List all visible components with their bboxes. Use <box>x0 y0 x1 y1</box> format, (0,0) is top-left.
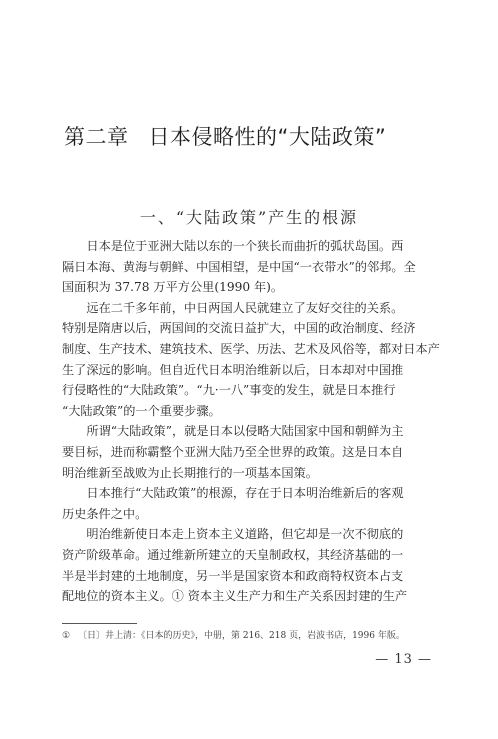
paragraph: 日本是位于亚洲大陆以东的一个狭长而曲折的弧状岛国。西 隔日本海、黄海与朝鲜、中国相望，是中国“一衣带水”的邻邦。全 国面积为 37.78 万平方公里(1990 年)。 <box>62 239 416 295</box>
paragraph: 明治维新使日本走上资本主义道路，但它却是一次不彻底的 资产阶级革命。通过维新所建立的天皇制政权，其经济基础的一 半是半封建的土地制度，另一半是国家资本和政商特权资本占支 配地位的资本主义。① 资本主义生产力和生产关系因封建的生产 <box>62 527 408 604</box>
footnote-divider <box>62 623 137 624</box>
paragraph: 远在二千多年前，中日两国人民就建立了友好交往的关系。 特别是隋唐以后，两国间的交流日益扩大，中国的政治制度、经济 制度、生产技术、建筑技术、医学、历法、艺术及风俗等，都对日本产 生了深远的影响。但自近代日本明治维新以后，日本却对中国推 行侵略性的“大陆政策”。“九·一八”事变的发生，就是日本推行 “大陆政策”的一个重要步骤。 <box>62 300 440 418</box>
chapter-number: 第二章 <box>64 125 129 149</box>
footnote-text: 〔日〕井上清：《日本的历史》，中册，第 216、218 页，岩波书店，1996 年版。 <box>78 631 405 641</box>
chapter-title: 日本侵略性的“大陆政策” <box>148 125 387 149</box>
section-title: 一、“大陆政策”产生的根源 <box>139 208 359 227</box>
body-text <box>62 236 440 607</box>
paragraph: 所谓“大陆政策”，就是日本以侵略大陆国家中国和朝鲜为主 要目标，进而称霸整个亚洲大陆乃至全世界的政策。这是日本自 明治维新至战败为止长期推行的一项基本国策。 <box>62 424 404 480</box>
paragraph: 日本推行“大陆政策”的根源，存在于日本明治维新后的客观 历史条件之中。 <box>62 486 404 521</box>
page-number: — 13 — <box>375 652 432 667</box>
footnote-mark: ① <box>62 631 71 641</box>
chapter-heading <box>64 121 464 151</box>
footnote <box>62 630 442 642</box>
